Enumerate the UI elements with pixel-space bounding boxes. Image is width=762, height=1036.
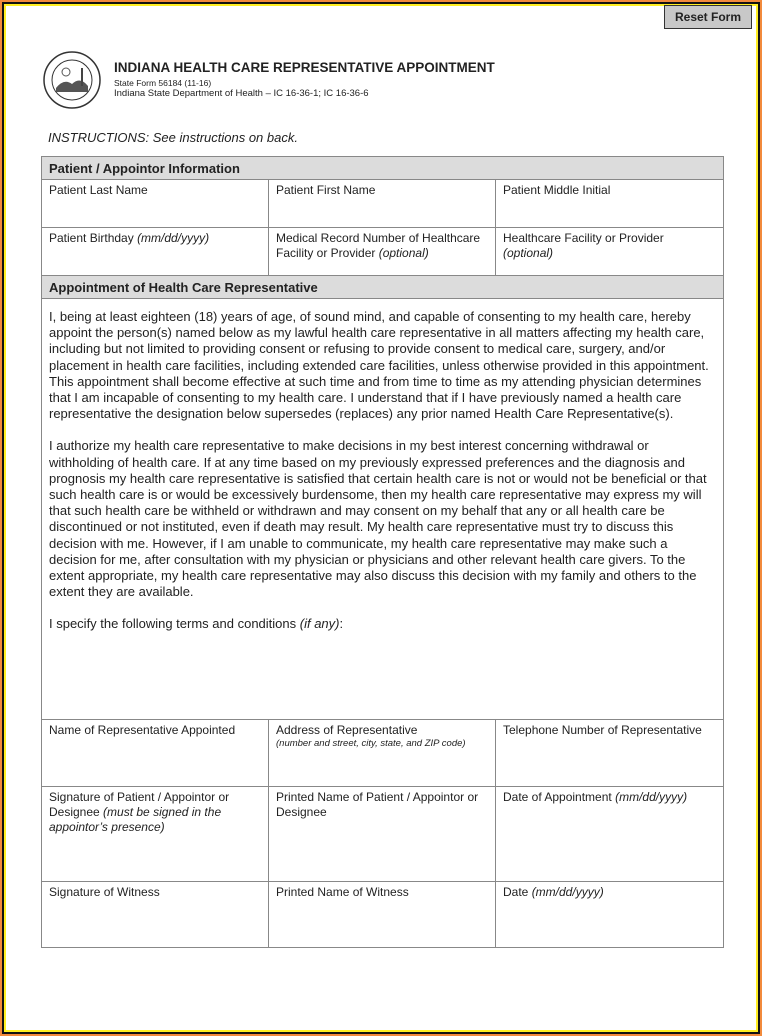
label: Healthcare Facility or Provider — [503, 231, 664, 245]
healthcare-facility-field[interactable] — [496, 228, 723, 275]
instructions: INSTRUCTIONS: See instructions on back. — [48, 130, 298, 145]
label: Name of Representative Appointed — [49, 723, 236, 737]
label: I specify the following terms and conditions — [49, 616, 300, 632]
representative-name-field[interactable] — [42, 720, 269, 786]
hint: (if any) — [299, 616, 340, 632]
hint: (optional) — [378, 246, 429, 260]
label: Signature of Witness — [49, 885, 160, 899]
hint: (must be signed in the appointor’s presence) — [49, 805, 222, 834]
form-title: INDIANA HEALTH CARE REPRESENTATIVE APPOINTMENT — [114, 60, 495, 75]
witness-date-field[interactable] — [496, 882, 723, 947]
form-table — [41, 156, 724, 948]
terms-conditions-field[interactable] — [49, 616, 716, 632]
label: Date — [503, 885, 532, 899]
hint: (mm/dd/yyyy) — [137, 231, 210, 245]
appointment-text — [42, 299, 723, 720]
label: Patient Last Name — [49, 183, 148, 197]
patient-birthday-field[interactable] — [42, 228, 269, 275]
representative-address-field[interactable] — [269, 720, 496, 786]
patient-printed-name-field[interactable] — [269, 787, 496, 881]
hint: (number and street, city, state, and ZIP code) — [276, 738, 466, 749]
label: Printed Name of Witness — [276, 885, 409, 899]
label: Signature of Patient / Appointor or Designee — [49, 790, 230, 819]
witness-printed-name-field[interactable] — [269, 882, 496, 947]
section-appointment-header: Appointment of Health Care Representative — [42, 276, 723, 299]
label: Patient First Name — [276, 183, 376, 197]
witness-signature-field[interactable] — [42, 882, 269, 947]
hint: (mm/dd/yyyy) — [531, 885, 604, 899]
reset-form-button[interactable]: Reset Form — [664, 5, 752, 29]
patient-last-name-field[interactable] — [42, 180, 269, 227]
patient-signature-field[interactable] — [42, 787, 269, 881]
patient-first-name-field[interactable] — [269, 180, 496, 227]
patient-middle-initial-field[interactable] — [496, 180, 723, 227]
label: Patient Middle Initial — [503, 183, 611, 197]
state-seal-icon — [42, 50, 102, 110]
medical-record-number-field[interactable] — [269, 228, 496, 275]
representative-phone-field[interactable] — [496, 720, 723, 786]
paragraph-1: I, being at least eighteen (18) years of age, of sound mind, and capable of consenting to my health care, hereby appoint the person(s) named below as my lawful health care representative in all matters affecting my health care, including but not limited to providing consent or refusing to provide consent to medical care, surgery, and/or placement in health care facilities, including extended care facilities, unless otherwise provided in this appointment. This appointment shall become effective at such time and from time to time as my attending physician determines that I am incapable of consenting to my health care. I understand that if I have previously named a health care representative the designation below supersedes (replaces) any prior named Health Care Representative(s). — [49, 309, 709, 422]
label: Address of Representative — [276, 723, 418, 737]
form-number: State Form 56184 (11-16) — [114, 78, 212, 88]
hint: (mm/dd/yyyy) — [615, 790, 688, 804]
appointment-date-field[interactable] — [496, 787, 723, 881]
label: Printed Name of Patient / Appointor or Designee — [276, 790, 479, 819]
label: Patient Birthday — [49, 231, 138, 245]
hint: (optional) — [503, 246, 554, 260]
label: Medical Record Number of Healthcare Facility or Provider — [276, 231, 481, 260]
label: : — [339, 616, 344, 632]
label: Date of Appointment — [503, 790, 616, 804]
section-patient-header: Patient / Appointor Information — [42, 157, 723, 180]
label: Telephone Number of Representative — [503, 723, 702, 737]
paragraph-2: I authorize my health care representative to make decisions in my best interest concerning withdrawal or withholding of health care. If at any time based on my previously expressed preferences and the diagnosis and prognosis my health care representative is satisfied that certain health care is not or would not be beneficial or that such health care is or would be excessively burdensome, then my health care representative may express my will that such health care be withheld or withdrawn and may consent on my behalf that any or all health care be discontinued or not instituted, even if death may result. My health care representative must try to discuss this decision with me. However, if I am unable to communicate, my health care representative may make such a decision for me, after consultation with my physician or physicians and other relevant health care givers. To the extent appropriate, my health care representative may also discuss this decision with my family and others to the extent they are available. — [49, 438, 707, 600]
department: Indiana State Department of Health – IC 16-36-1; IC 16-36-6 — [114, 88, 369, 99]
